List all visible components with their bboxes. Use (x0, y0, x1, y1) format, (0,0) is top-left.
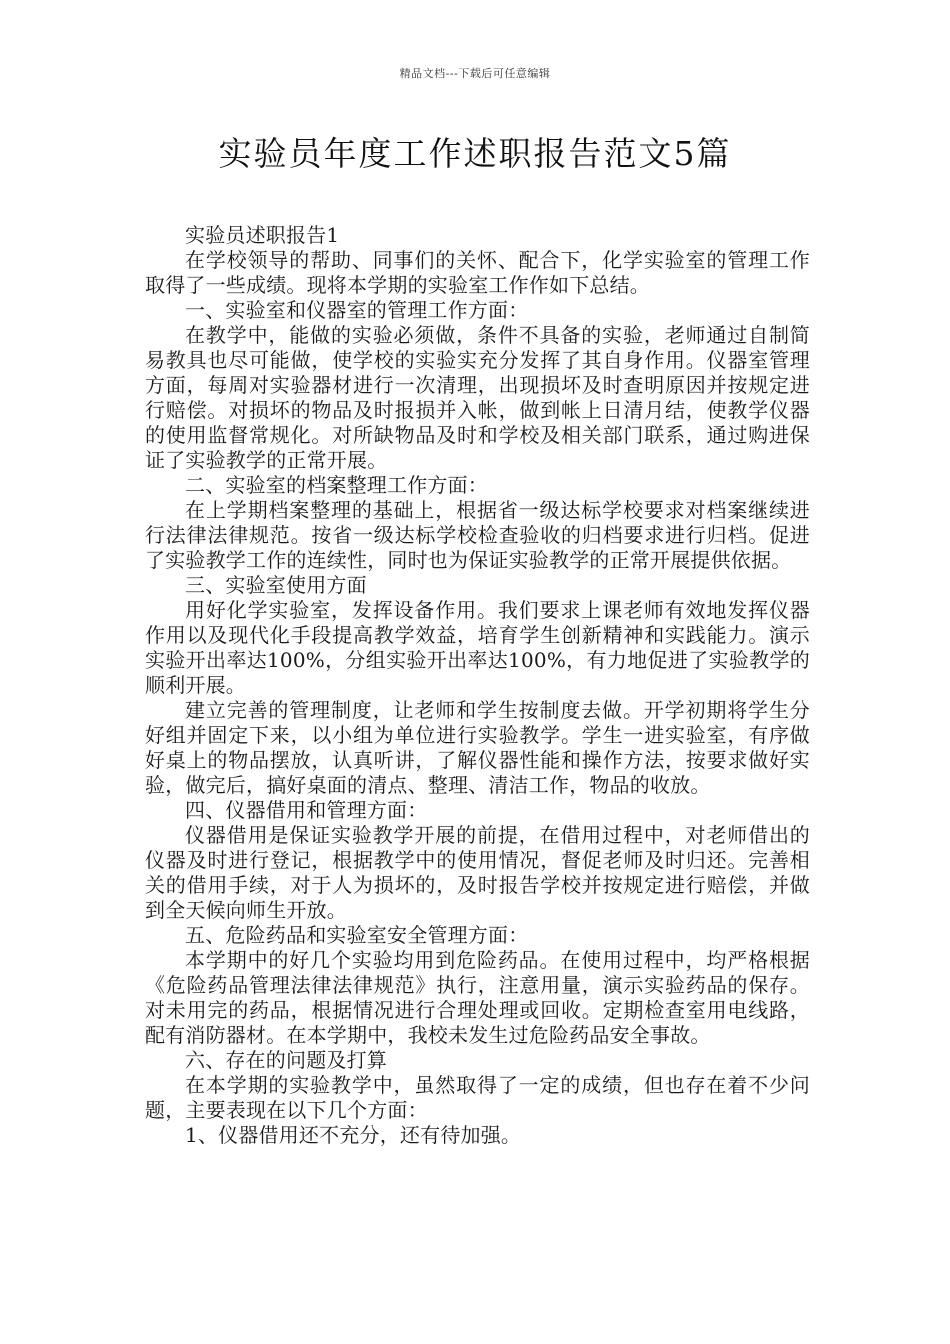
section-heading: 五、危险药品和实验室安全管理方面： (185, 923, 529, 947)
paragraph: 在上学期档案整理的基础上，根据省一级达标学校要求对档案继续进行法律法律规范。按省一级达标学校检查验收的归档要求进行归档。促进了实验教学工作的连续性，同时也为保证实验教学的正常开展提供依据。 (145, 498, 810, 572)
section-heading: 三、实验室使用方面 (185, 573, 367, 597)
page-header-note: 精品文档---下载后可任意编辑 (399, 67, 551, 80)
section-heading: 六、存在的问题及打算 (185, 1048, 387, 1072)
paragraph: 建立完善的管理制度，让老师和学生按制度去做。开学初期将学生分好组并固定下来，以小组为单位进行实验教学。学生一进实验室，有序做好桌上的物品摆放，认真听讲，了解仪器性能和操作方法，按要求做好实验，做完后，搞好桌面的清点、整理、清洁工作，物品的收放。 (145, 698, 810, 797)
section-heading: 实验员述职报告1 (185, 223, 340, 247)
list-item: 1、仪器借用还不充分，还有待加强。 (185, 1123, 522, 1147)
document-body (145, 223, 810, 1148)
paragraph: 在教学中，能做的实验必须做，条件不具备的实验，老师通过自制简易教具也尽可能做，使学校的实验实充分发挥了其自身作用。仪器室管理方面，每周对实验器材进行一次清理，出现损坏及时查明原因并按规定进行赔偿。对损坏的物品及时报损并入帐，做到帐上日清月结，使教学仪器的使用监督常规化。对所缺物品及时和学校及相关部门联系，通过购进保证了实验教学的正常开展。 (145, 323, 810, 472)
paragraph: 在学校领导的帮助、同事们的关怀、配合下，化学实验室的管理工作取得了一些成绩。现将本学期的实验室工作作如下总结。 (145, 248, 810, 297)
paragraph: 本学期中的好几个实验均用到危险药品。在使用过程中，均严格根据《危险药品管理法律法律规范》执行，注意用量，演示实验药品的保存。对未用完的药品，根据情况进行合理处理或回收。定期检查室用电线路，配有消防器材。在本学期中，我校未发生过危险药品安全事故。 (145, 948, 810, 1047)
document-title: 实验员年度工作述职报告范文5篇 (218, 134, 732, 173)
section-heading: 四、仪器借用和管理方面： (185, 798, 428, 822)
paragraph: 仪器借用是保证实验教学开展的前提，在借用过程中，对老师借出的仪器及时进行登记，根据教学中的使用情况，督促老师及时归还。完善相关的借用手续，对于人为损坏的，及时报告学校并按规定进行赔偿，并做到全天候向师生开放。 (145, 823, 810, 922)
paragraph: 在本学期的实验教学中，虽然取得了一定的成绩，但也存在着不少问题，主要表现在以下几个方面： (145, 1073, 810, 1122)
section-heading: 二、实验室的档案整理工作方面： (185, 473, 488, 497)
section-heading: 一、实验室和仪器室的管理工作方面： (185, 298, 529, 322)
paragraph: 用好化学实验室，发挥设备作用。我们要求上课老师有效地发挥仪器作用以及现代化手段提高教学效益，培育学生创新精神和实践能力。演示实验开出率达100%，分组实验开出率达100%，有力地促进了实验教学的顺利开展。 (145, 598, 810, 697)
